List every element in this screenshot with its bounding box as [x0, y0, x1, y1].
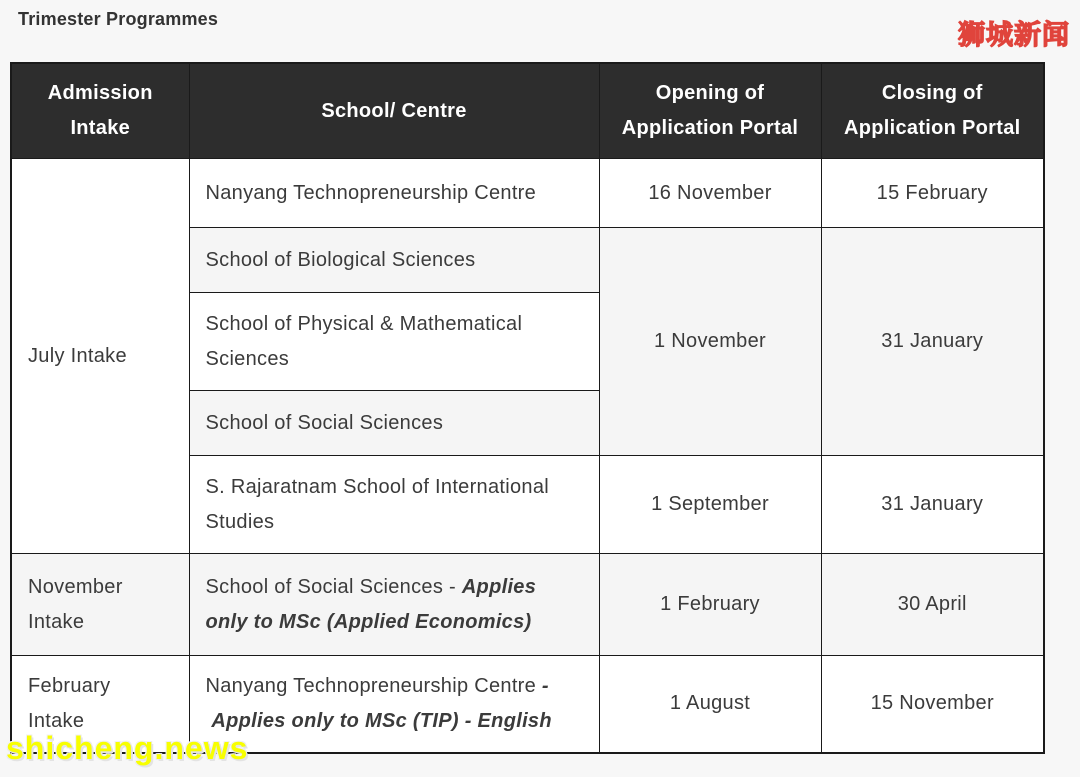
cell-school-social-sciences: School of Social Sciences [189, 391, 599, 456]
cell-school-biological: School of Biological Sciences [189, 228, 599, 293]
watermark-shicheng-news: shicheng.news [6, 730, 249, 766]
school-name-text: School of Social Sciences - [205, 575, 462, 598]
cell-opening-date: 16 November [599, 159, 821, 228]
cell-opening-date: 1 August [599, 656, 821, 753]
school-note-emphasis: - Applies only to MSc (TIP) - English [205, 674, 552, 732]
cell-school-ntc: Nanyang Technopreneurship Centre [189, 159, 599, 228]
cell-intake-february: February Intake [11, 656, 189, 753]
cell-school-rajaratnam: S. Rajaratnam School of International Studies [189, 456, 599, 554]
cell-closing-date: 30 April [821, 554, 1044, 656]
cell-opening-date: 1 February [599, 554, 821, 656]
school-name-text: Nanyang Technopreneurship Centre [205, 674, 542, 697]
watermark-shicheng-chinese: 狮城新闻 [958, 20, 1070, 51]
cell-school-physical-mathematical: School of Physical & Mathematical Sciences [189, 293, 599, 391]
table-row [11, 554, 1044, 656]
header-closing-portal: Closing of Application Portal [821, 63, 1044, 159]
cell-intake-november: November Intake [11, 554, 189, 656]
cell-intake-july: July Intake [11, 159, 189, 554]
cell-opening-date: 1 November [599, 228, 821, 456]
trimester-programmes-table [10, 62, 1045, 754]
cell-school-social-msc-econ [189, 554, 599, 656]
cell-closing-date: 31 January [821, 228, 1044, 456]
cell-school-ntc-msc-tip [189, 656, 599, 753]
header-school-centre: School/ Centre [189, 63, 599, 159]
page-title: Trimester Programmes [18, 9, 219, 29]
table-row [11, 159, 1044, 228]
header-admission-intake: Admission Intake [11, 63, 189, 159]
cell-closing-date: 15 November [821, 656, 1044, 753]
cell-closing-date: 15 February [821, 159, 1044, 228]
cell-closing-date: 31 January [821, 456, 1044, 554]
school-note-emphasis: Applies only to MSc (Applied Economics) [205, 575, 537, 633]
table-header-row [11, 63, 1044, 159]
header-opening-portal: Opening of Application Portal [599, 63, 821, 159]
cell-opening-date: 1 September [599, 456, 821, 554]
